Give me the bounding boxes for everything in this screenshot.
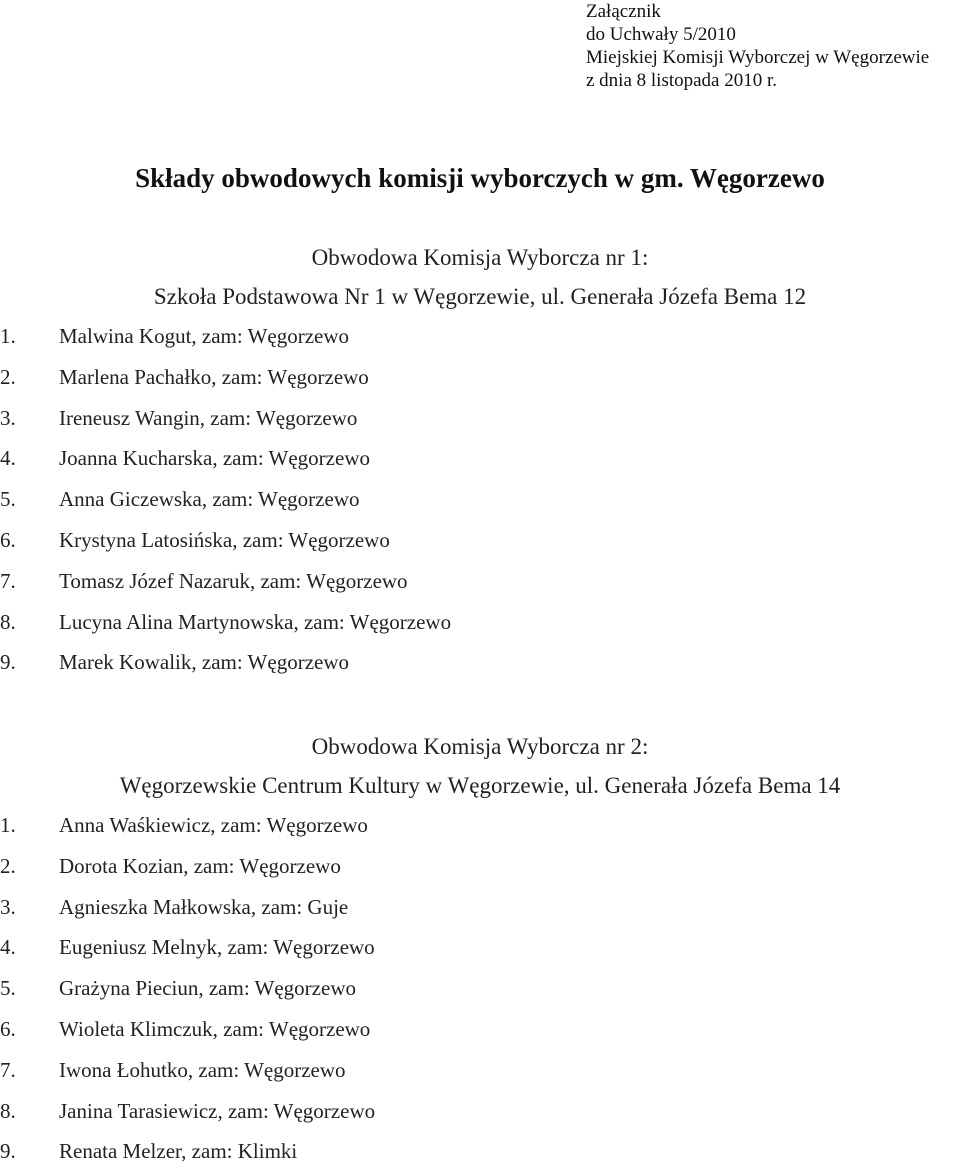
document-title: Składy obwodowych komisji wyborczych w gm. Węgorzewo — [135, 163, 825, 193]
item-number: 5. — [0, 976, 16, 1001]
item-number: 7. — [0, 1057, 16, 1082]
member-entry: Agnieszka Małkowska, zam: Guje — [59, 894, 349, 919]
list-item — [0, 968, 960, 1009]
member-entry: Marek Kowalik, zam: Węgorzewo — [59, 650, 350, 675]
item-number: 9. — [0, 650, 16, 675]
commission-name: Miejskiej Komisji Wyborczej w Węgorzewie — [586, 47, 930, 68]
member-entry: Joanna Kucharska, zam: Węgorzewo — [59, 446, 370, 471]
list-item — [0, 1009, 960, 1050]
list-item — [0, 642, 960, 683]
commission-location: Węgorzewskie Centrum Kultury w Węgorzewie, ul. Generała Józefa Bema 14 — [119, 773, 841, 798]
commission-heading: Obwodowa Komisja Wyborcza nr 1: — [311, 245, 649, 270]
attachment-label: Załącznik — [586, 1, 661, 22]
list-item — [0, 846, 960, 887]
list-item — [0, 887, 960, 928]
list-item — [0, 1050, 960, 1091]
list-item — [0, 602, 960, 643]
list-item — [0, 479, 960, 520]
list-item — [0, 927, 960, 968]
member-entry: Krystyna Latosińska, zam: Węgorzewo — [59, 527, 390, 552]
member-list — [0, 805, 960, 1172]
member-entry: Malwina Kogut, zam: Węgorzewo — [59, 324, 350, 348]
member-entry: Ireneusz Wangin, zam: Węgorzewo — [59, 405, 358, 430]
commission-location: Szkoła Podstawowa Nr 1 w Węgorzewie, ul. Generała Józefa Bema 12 — [153, 284, 807, 309]
commission-section-1 — [0, 238, 960, 683]
item-number: 6. — [0, 1016, 16, 1041]
item-number: 9. — [0, 1139, 16, 1164]
item-number: 1. — [0, 324, 16, 348]
item-number: 5. — [0, 487, 16, 512]
member-entry: Tomasz Józef Nazaruk, zam: Węgorzewo — [59, 568, 408, 593]
item-number: 3. — [0, 405, 16, 430]
list-item — [0, 438, 960, 479]
member-entry: Renata Melzer, zam: Klimki — [59, 1139, 298, 1164]
commission-heading: Obwodowa Komisja Wyborcza nr 2: — [311, 734, 649, 759]
member-entry: Wioleta Klimczuk, zam: Węgorzewo — [59, 1016, 371, 1041]
list-item — [0, 316, 960, 357]
item-number: 8. — [0, 609, 16, 634]
list-item — [0, 1091, 960, 1132]
item-number: 3. — [0, 894, 16, 919]
member-entry: Grażyna Pieciun, zam: Węgorzewo — [59, 976, 356, 1001]
attachment-header — [586, 0, 929, 92]
resolution-number: do Uchwały 5/2010 — [586, 24, 736, 45]
item-number: 4. — [0, 446, 16, 471]
member-entry: Dorota Kozian, zam: Węgorzewo — [59, 853, 341, 878]
member-entry: Lucyna Alina Martynowska, zam: Węgorzewo — [59, 609, 452, 634]
member-entry: Anna Waśkiewicz, zam: Węgorzewo — [59, 813, 368, 837]
item-number: 6. — [0, 527, 16, 552]
list-item — [0, 1131, 960, 1172]
member-entry: Anna Giczewska, zam: Węgorzewo — [59, 487, 360, 512]
member-entry: Janina Tarasiewicz, zam: Węgorzewo — [59, 1098, 376, 1123]
item-number: 2. — [0, 853, 16, 878]
list-item — [0, 561, 960, 602]
list-item — [0, 398, 960, 439]
resolution-date: z dnia 8 listopada 2010 r. — [586, 70, 778, 91]
item-number: 7. — [0, 568, 16, 593]
item-number: 2. — [0, 364, 16, 389]
member-entry: Marlena Pachałko, zam: Węgorzewo — [59, 364, 369, 389]
member-entry: Eugeniusz Melnyk, zam: Węgorzewo — [59, 935, 375, 960]
commission-section-2 — [0, 727, 960, 1172]
item-number: 4. — [0, 935, 16, 960]
item-number: 8. — [0, 1098, 16, 1123]
list-item — [0, 520, 960, 561]
list-item — [0, 357, 960, 398]
list-item — [0, 805, 960, 846]
item-number: 1. — [0, 813, 16, 837]
member-list — [0, 316, 960, 683]
member-entry: Iwona Łohutko, zam: Węgorzewo — [59, 1057, 346, 1082]
